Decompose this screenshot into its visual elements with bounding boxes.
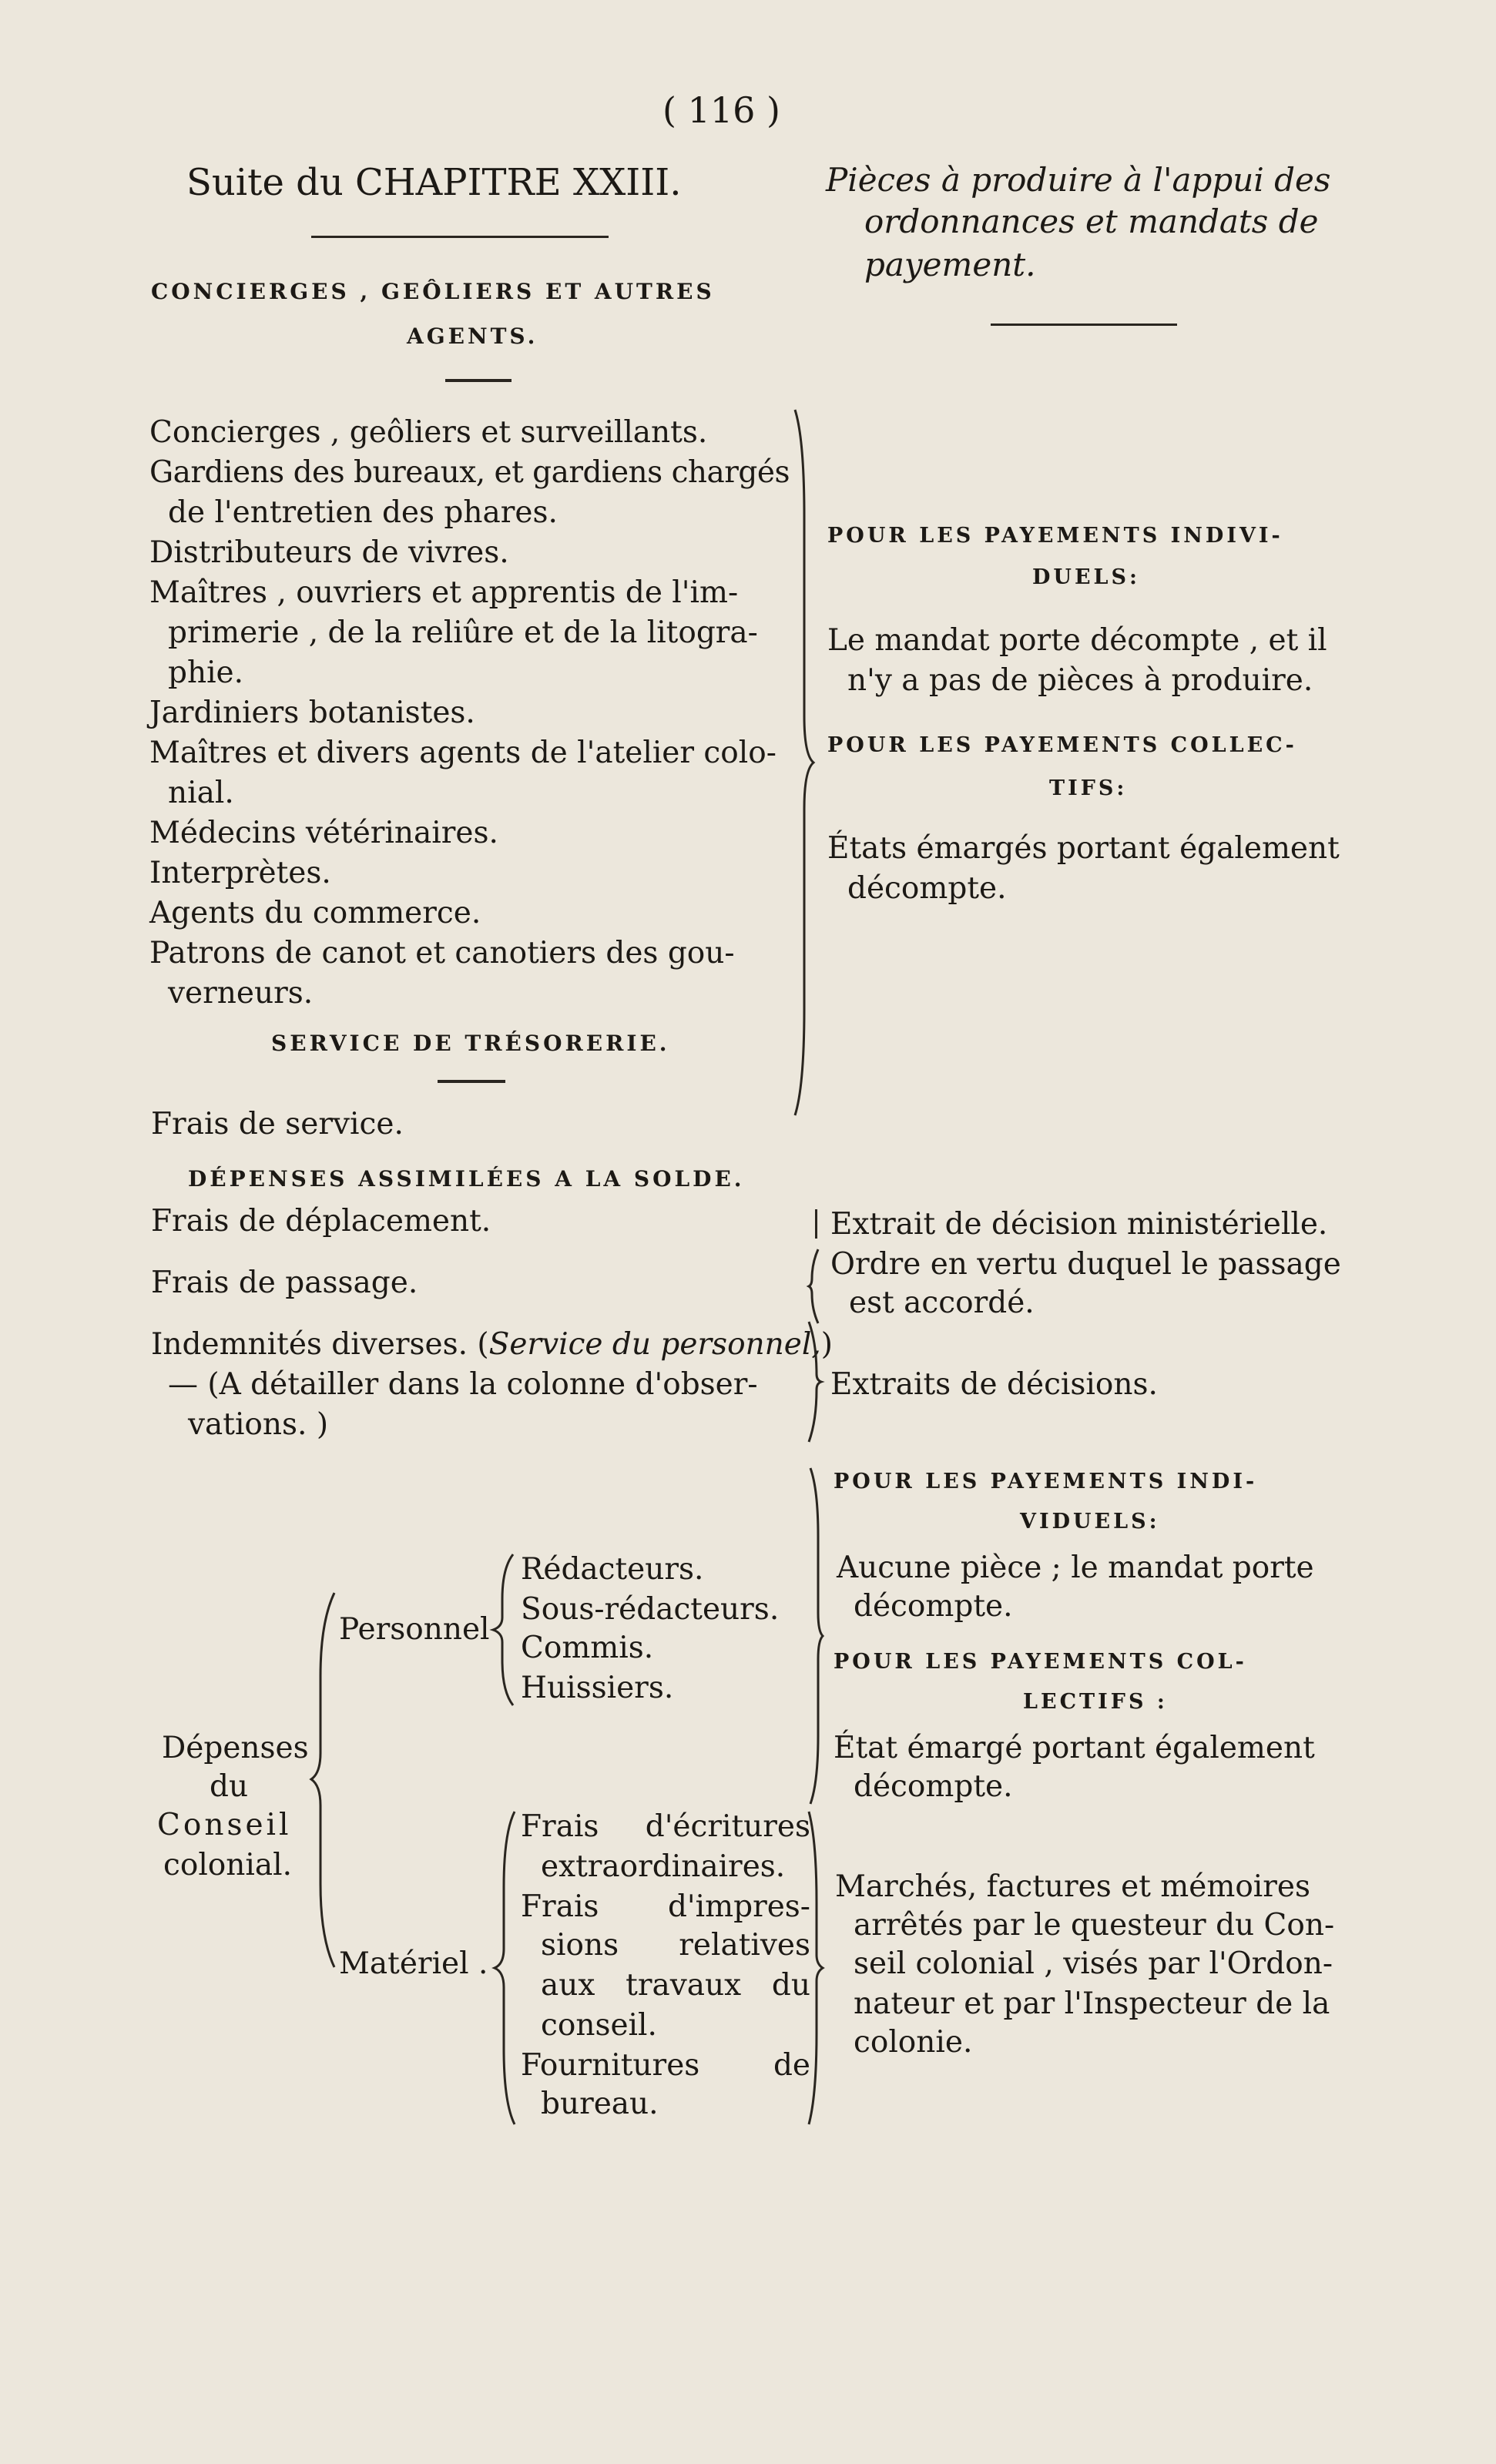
materiel-item-8: bureau. bbox=[541, 2087, 659, 2121]
conseil-personnel-right-brace bbox=[806, 1467, 829, 1805]
r1-indiv-text-2: n'y a pas de pièces à produire. bbox=[847, 663, 1313, 698]
deplacement-bar bbox=[815, 1209, 817, 1239]
section1-title-line-2: AGENTS. bbox=[407, 324, 538, 349]
materiel-item-5: aux travaux du bbox=[541, 1968, 810, 2003]
personnel-item-4: Huissiers. bbox=[521, 1671, 674, 1705]
conseil-label-1: Dépenses bbox=[162, 1731, 309, 1765]
s1-line-1: Concierges , geôliers et surveillants. bbox=[149, 415, 708, 450]
personnel-item-1: Rédacteurs. bbox=[521, 1552, 704, 1587]
cr-indiv-text-1: Aucune pièce ; le mandat porte bbox=[837, 1550, 1314, 1585]
r1-coll-title-1: POUR LES PAYEMENTS COLLEC- bbox=[827, 733, 1297, 757]
deplacement-left: Frais de déplacement. bbox=[151, 1204, 491, 1239]
s1-line-12: Interprètes. bbox=[149, 856, 331, 890]
s1-line-5: Maîtres , ouvriers et apprentis de l'im- bbox=[149, 575, 739, 610]
materiel-item-4: sions relatives bbox=[541, 1928, 810, 1963]
cr-coll-title-1: POUR LES PAYEMENTS COL- bbox=[834, 1650, 1247, 1674]
frais-de-service: Frais de service. bbox=[151, 1107, 404, 1141]
passage-right-2: est accordé. bbox=[849, 1286, 1035, 1320]
s1-line-3: de l'entretien des phares. bbox=[168, 495, 558, 530]
r1-coll-text-1: États émargés portant également bbox=[827, 831, 1340, 866]
right-header-line-1: Pièces à produire à l'appui des bbox=[826, 161, 1331, 199]
indemnites-brace bbox=[806, 1320, 824, 1443]
section1-title-line-1: CONCIERGES , GEÔLIERS ET AUTRES bbox=[151, 279, 715, 304]
chapter-rule bbox=[311, 236, 609, 238]
indemnites-line-3: vations. ) bbox=[188, 1407, 329, 1442]
materiel-item-7: Fournitures de bbox=[521, 2048, 810, 2083]
cr-materiel-text-4: nateur et par l'Inspecteur de la bbox=[854, 1986, 1330, 2021]
passage-right-1: Ordre en vertu duquel le passage bbox=[830, 1247, 1341, 1282]
cr-coll-text-1: État émargé portant également bbox=[834, 1731, 1315, 1765]
cr-materiel-text-1: Marchés, factures et mémoires bbox=[835, 1869, 1311, 1904]
right-header-rule bbox=[991, 324, 1177, 326]
s1-line-11: Médecins vétérinaires. bbox=[149, 816, 498, 850]
section2-title: SERVICE DE TRÉSORERIE. bbox=[271, 1031, 670, 1056]
r1-indiv-title-1: POUR LES PAYEMENTS INDIVI- bbox=[827, 524, 1283, 548]
cr-materiel-text-2: arrêtés par le questeur du Con- bbox=[854, 1908, 1335, 1943]
cr-indiv-text-2: décompte. bbox=[854, 1589, 1013, 1624]
deplacement-right: Extrait de décision ministérielle. bbox=[830, 1207, 1328, 1242]
personnel-item-2: Sous-rédacteurs. bbox=[521, 1592, 780, 1627]
materiel-item-3: Frais d'impres- bbox=[521, 1889, 810, 1924]
personnel-brace bbox=[490, 1553, 521, 1707]
conseil-brace bbox=[308, 1591, 339, 1969]
s1-line-2: Gardiens des bureaux, et gardiens chargés bbox=[149, 455, 790, 490]
cr-materiel-text-3: seil colonial , visés par l'Ordon- bbox=[854, 1946, 1333, 1981]
s1-line-14: Patrons de canot et canotiers des gou- bbox=[149, 936, 735, 971]
materiel-brace bbox=[491, 1810, 522, 2126]
materiel-item-6: conseil. bbox=[541, 2008, 657, 2043]
s1-line-7: phie. bbox=[168, 655, 244, 690]
r1-indiv-text-1: Le mandat porte décompte , et il bbox=[827, 623, 1327, 658]
s1-line-15: verneurs. bbox=[168, 976, 314, 1011]
section1-brace bbox=[793, 408, 824, 1117]
passage-left: Frais de passage. bbox=[151, 1266, 418, 1300]
personnel-label: Personnel bbox=[339, 1612, 490, 1647]
section2-rule bbox=[438, 1080, 505, 1083]
right-header-line-3: payement. bbox=[864, 246, 1036, 283]
cr-coll-text-2: décompte. bbox=[854, 1769, 1013, 1804]
conseil-label-2: du bbox=[210, 1769, 249, 1804]
chapter-title: Suite du CHAPITRE XXIII. bbox=[186, 161, 682, 204]
cr-coll-title-2: LECTIFS : bbox=[1023, 1690, 1168, 1714]
s1-line-9: Maîtres et divers agents de l'atelier colo- bbox=[149, 736, 777, 770]
cr-indiv-title-2: VIDUELS: bbox=[1020, 1510, 1160, 1534]
conseil-label-4: colonial. bbox=[163, 1848, 292, 1882]
materiel-item-1: Frais d'écritures bbox=[521, 1809, 810, 1844]
cr-materiel-text-5: colonie. bbox=[854, 2025, 973, 2060]
r1-coll-title-2: TIFS: bbox=[1049, 776, 1128, 800]
r1-coll-text-2: décompte. bbox=[847, 871, 1007, 906]
indemnites-line-1: Indemnités diverses. (Service du personnel,) bbox=[151, 1327, 833, 1362]
personnel-item-3: Commis. bbox=[521, 1631, 654, 1665]
s1-line-13: Agents du commerce. bbox=[149, 896, 481, 930]
passage-brace bbox=[807, 1248, 826, 1325]
materiel-item-2: extraordinaires. bbox=[541, 1849, 786, 1884]
conseil-materiel-right-brace bbox=[806, 1810, 829, 2126]
s1-line-10: nial. bbox=[168, 776, 234, 810]
conseil-label-3: Conseil bbox=[157, 1808, 292, 1842]
materiel-label: Matériel . bbox=[339, 1946, 488, 1981]
page-number: ( 116 ) bbox=[662, 89, 780, 131]
right-header-line-2: ordonnances et mandats de bbox=[864, 203, 1319, 240]
s1-line-4: Distributeurs de vivres. bbox=[149, 535, 509, 570]
r1-indiv-title-2: DUELS: bbox=[1032, 565, 1140, 589]
section3-title: DÉPENSES ASSIMILÉES A LA SOLDE. bbox=[188, 1166, 745, 1192]
s1-line-6: primerie , de la reliûre et de la litogra- bbox=[168, 615, 758, 650]
indemnites-line-2: — (A détailler dans la colonne d'obser- bbox=[168, 1367, 758, 1402]
section1-rule bbox=[445, 379, 512, 382]
cr-indiv-title-1: POUR LES PAYEMENTS INDI- bbox=[834, 1470, 1258, 1493]
indemnites-right: Extraits de décisions. bbox=[830, 1367, 1158, 1402]
s1-line-8: Jardiniers botanistes. bbox=[149, 696, 475, 730]
